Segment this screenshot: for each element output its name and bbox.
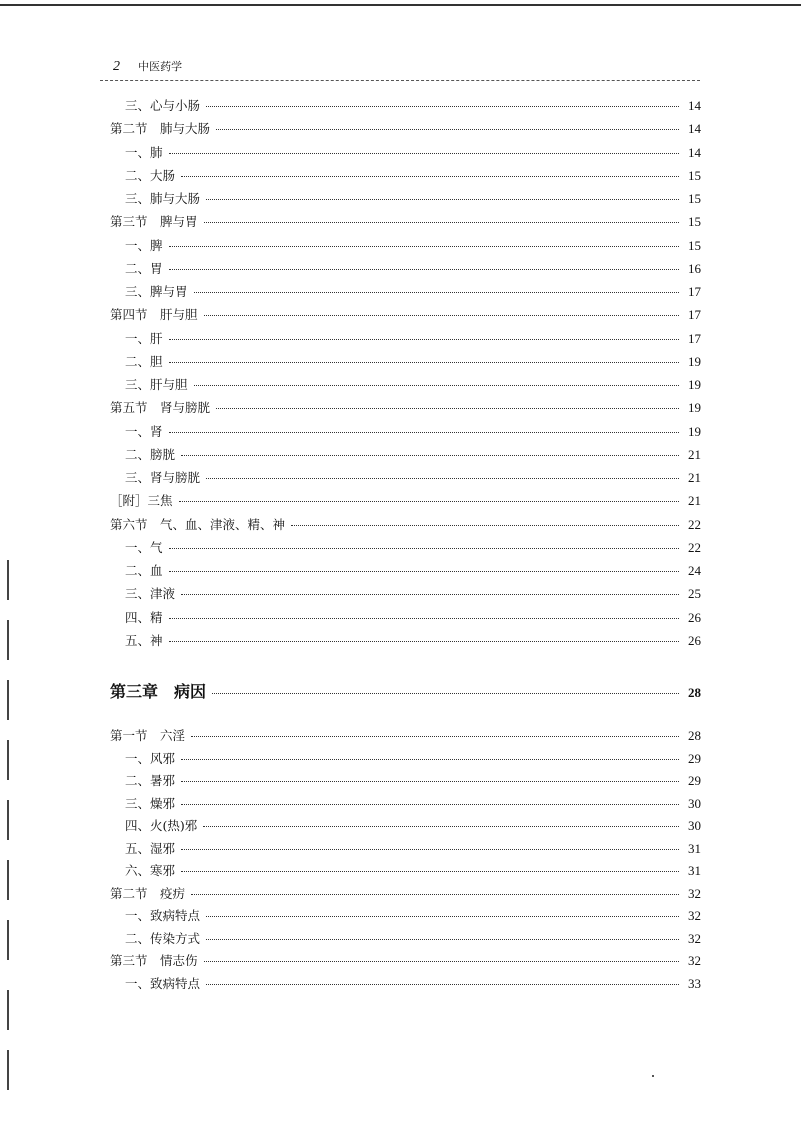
entry-title: 二、胆 xyxy=(125,353,163,369)
dot-leader xyxy=(203,826,679,827)
entry-page: 14 xyxy=(688,121,701,137)
entry-title: 三、肝与胆 xyxy=(125,377,188,393)
dot-leader xyxy=(181,594,679,595)
toc-entry[interactable] xyxy=(125,561,701,581)
toc-entry[interactable] xyxy=(125,749,701,769)
entry-title: 二、膀胱 xyxy=(125,446,176,462)
entry-page: 22 xyxy=(688,539,701,555)
toc-entry[interactable] xyxy=(125,816,701,836)
entry-page: 32 xyxy=(688,908,701,923)
entry-page: 19 xyxy=(688,377,701,393)
toc-entry[interactable] xyxy=(125,631,701,651)
dot-leader xyxy=(181,455,679,456)
dot-leader xyxy=(206,106,679,107)
dot-leader xyxy=(204,315,679,316)
entry-title: 第二节 肺与大肠 xyxy=(110,121,211,137)
entry-title: 一、肝 xyxy=(125,330,163,346)
entry-page: 15 xyxy=(688,167,701,183)
entry-title: 二、传染方式 xyxy=(125,930,201,946)
entry-title: 四、火(热)邪 xyxy=(125,818,198,833)
toc-entry[interactable] xyxy=(125,584,701,604)
entry-title: 第三节 脾与胃 xyxy=(110,214,198,230)
scan-edge-mark xyxy=(7,800,9,840)
dot-leader xyxy=(191,894,679,895)
entry-title: 三、肾与膀胱 xyxy=(125,470,201,486)
dot-leader xyxy=(169,618,679,619)
entry-page: 29 xyxy=(688,750,701,766)
entry-page: 19 xyxy=(688,423,701,439)
entry-title: 四、精 xyxy=(125,609,163,625)
dot-leader xyxy=(169,432,679,433)
entry-page: 17 xyxy=(688,330,701,346)
toc-entry[interactable] xyxy=(125,839,701,859)
entry-title: 第六节 气、血、津液、精、神 xyxy=(110,516,286,532)
scan-edge-mark xyxy=(7,920,9,960)
entry-page: 32 xyxy=(688,953,701,968)
scan-edge-mark xyxy=(7,680,9,720)
toc-entry[interactable] xyxy=(125,236,701,256)
dot-leader xyxy=(204,961,679,962)
dot-leader xyxy=(169,269,679,270)
dot-leader xyxy=(169,339,679,340)
entry-page: 30 xyxy=(688,795,701,811)
dot-leader xyxy=(206,199,679,200)
entry-title: 三、燥邪 xyxy=(125,795,176,811)
entry-page: 19 xyxy=(688,400,701,416)
entry-title: 一、风邪 xyxy=(125,750,176,766)
toc-entry[interactable] xyxy=(125,143,701,163)
entry-page: 14 xyxy=(688,144,701,160)
entry-title: 第四节 肝与胆 xyxy=(110,307,198,323)
entry-page: 15 xyxy=(688,214,701,230)
entry-page: 26 xyxy=(688,609,701,625)
dot-leader xyxy=(216,408,679,409)
entry-page: 25 xyxy=(688,586,701,602)
entry-title: 五、神 xyxy=(125,632,163,648)
toc-entry[interactable] xyxy=(125,538,701,558)
entry-page: 33 xyxy=(688,975,701,991)
entry-page: 31 xyxy=(688,840,701,856)
page-number: 2 xyxy=(113,59,120,74)
entry-title: 一、肺 xyxy=(125,144,163,160)
entry-page: 17 xyxy=(688,307,701,323)
dot-leader xyxy=(169,153,679,154)
scan-edge-mark xyxy=(7,860,9,900)
scan-edge-mark xyxy=(7,740,9,780)
dot-leader xyxy=(169,246,679,247)
dot-leader xyxy=(169,548,679,549)
dot-leader xyxy=(181,759,679,760)
entry-page: 21 xyxy=(688,470,701,486)
entry-title: 三、肺与大肠 xyxy=(125,191,201,207)
toc-entry[interactable] xyxy=(125,259,701,279)
dot-leader xyxy=(194,292,679,293)
toc-entry[interactable] xyxy=(110,119,701,139)
toc-entry[interactable] xyxy=(125,906,701,926)
entry-page: 24 xyxy=(688,563,701,579)
scan-edge-mark xyxy=(7,560,9,600)
toc-entry[interactable] xyxy=(125,96,701,116)
toc-entry[interactable] xyxy=(125,375,701,395)
scan-edge-line xyxy=(0,4,801,6)
entry-title: 三、津液 xyxy=(125,586,176,602)
entry-title: 二、暑邪 xyxy=(125,773,176,788)
toc-entry[interactable] xyxy=(125,794,701,814)
entry-page: 21 xyxy=(688,493,701,509)
toc-entry[interactable] xyxy=(125,608,701,628)
entry-title: 五、湿邪 xyxy=(125,840,176,856)
dot-leader xyxy=(169,571,679,572)
dot-leader xyxy=(206,478,679,479)
entry-page: 28 xyxy=(688,728,701,743)
toc-entry[interactable] xyxy=(110,491,701,511)
dot-leader xyxy=(194,385,679,386)
entry-title: 三、脾与胃 xyxy=(125,284,188,300)
entry-page: 30 xyxy=(688,818,701,833)
dot-leader xyxy=(181,176,679,177)
toc-entry[interactable] xyxy=(125,166,701,186)
entry-title: 第五节 肾与膀胱 xyxy=(110,400,211,416)
entry-title: 第三节 情志伤 xyxy=(110,953,198,968)
scan-edge-mark xyxy=(7,1050,9,1090)
entry-page: 32 xyxy=(688,885,701,901)
entry-title: 六、寒邪 xyxy=(125,863,176,878)
toc-entry[interactable] xyxy=(125,329,701,349)
dot-leader xyxy=(216,129,679,130)
dot-leader xyxy=(181,871,679,872)
entry-title: 第二节 疫疠 xyxy=(110,885,186,901)
running-header xyxy=(113,58,182,75)
header-rule xyxy=(100,80,700,81)
entry-title: 三、心与小肠 xyxy=(125,98,201,113)
toc-entry[interactable] xyxy=(125,929,701,949)
toc-entry[interactable] xyxy=(110,884,701,904)
entry-page: 16 xyxy=(688,260,701,276)
entry-title: 二、血 xyxy=(125,563,163,579)
dot-leader xyxy=(212,693,679,694)
entry-page: 19 xyxy=(688,353,701,369)
toc-entry[interactable] xyxy=(125,974,701,994)
dot-leader xyxy=(181,804,679,805)
dot-leader xyxy=(206,939,679,940)
entry-page: 31 xyxy=(688,863,701,878)
dot-leader xyxy=(181,849,679,850)
dot-leader xyxy=(204,222,679,223)
toc-entry[interactable] xyxy=(125,861,701,881)
entry-page: 15 xyxy=(688,191,701,207)
dot-leader xyxy=(291,525,679,526)
dot-leader xyxy=(181,781,679,782)
entry-page: 21 xyxy=(688,446,701,462)
entry-title: 一、脾 xyxy=(125,237,163,253)
toc-entry[interactable] xyxy=(110,398,701,418)
toc-entry[interactable] xyxy=(125,468,701,488)
dot-leader xyxy=(179,501,679,502)
toc-entry[interactable] xyxy=(110,726,701,746)
entry-page: 17 xyxy=(688,284,701,300)
dot-leader xyxy=(169,362,679,363)
dot-leader xyxy=(206,984,679,985)
toc-entry[interactable] xyxy=(125,422,701,442)
entry-title: 二、胃 xyxy=(125,260,163,276)
toc-entry[interactable] xyxy=(110,305,701,325)
toc-entry[interactable] xyxy=(125,771,701,791)
toc-entry[interactable] xyxy=(110,212,701,232)
toc-entry[interactable] xyxy=(125,352,701,372)
entry-page: 22 xyxy=(688,516,701,532)
toc-entry[interactable] xyxy=(110,515,701,535)
dot-leader xyxy=(206,916,679,917)
chapter-title: 第三章 病因 xyxy=(110,682,207,701)
entry-page: 29 xyxy=(688,773,701,788)
toc-entry[interactable] xyxy=(125,282,701,302)
entry-title: 一、肾 xyxy=(125,423,163,439)
toc-entry[interactable] xyxy=(125,189,701,209)
entry-title: 一、致病特点 xyxy=(125,908,201,923)
entry-page: 14 xyxy=(688,98,701,113)
toc-entry[interactable] xyxy=(110,951,701,971)
dot-leader xyxy=(191,736,679,737)
dot-leader xyxy=(169,641,679,642)
scan-speck xyxy=(652,1075,654,1077)
entry-page: 26 xyxy=(688,632,701,648)
book-title: 中医药学 xyxy=(138,60,183,73)
chapter-page: 28 xyxy=(688,685,701,700)
toc-chapter-entry[interactable] xyxy=(110,679,701,699)
entry-page: 32 xyxy=(688,930,701,946)
entry-title: 第一节 六淫 xyxy=(110,728,186,743)
entry-title: 一、气 xyxy=(125,539,163,555)
scan-edge-mark xyxy=(7,620,9,660)
entry-title: ［附］三焦 xyxy=(110,493,173,509)
entry-title: 一、致病特点 xyxy=(125,975,201,991)
entry-page: 15 xyxy=(688,237,701,253)
entry-title: 二、大肠 xyxy=(125,167,176,183)
scan-edge-mark xyxy=(7,990,9,1030)
toc-entry[interactable] xyxy=(125,445,701,465)
